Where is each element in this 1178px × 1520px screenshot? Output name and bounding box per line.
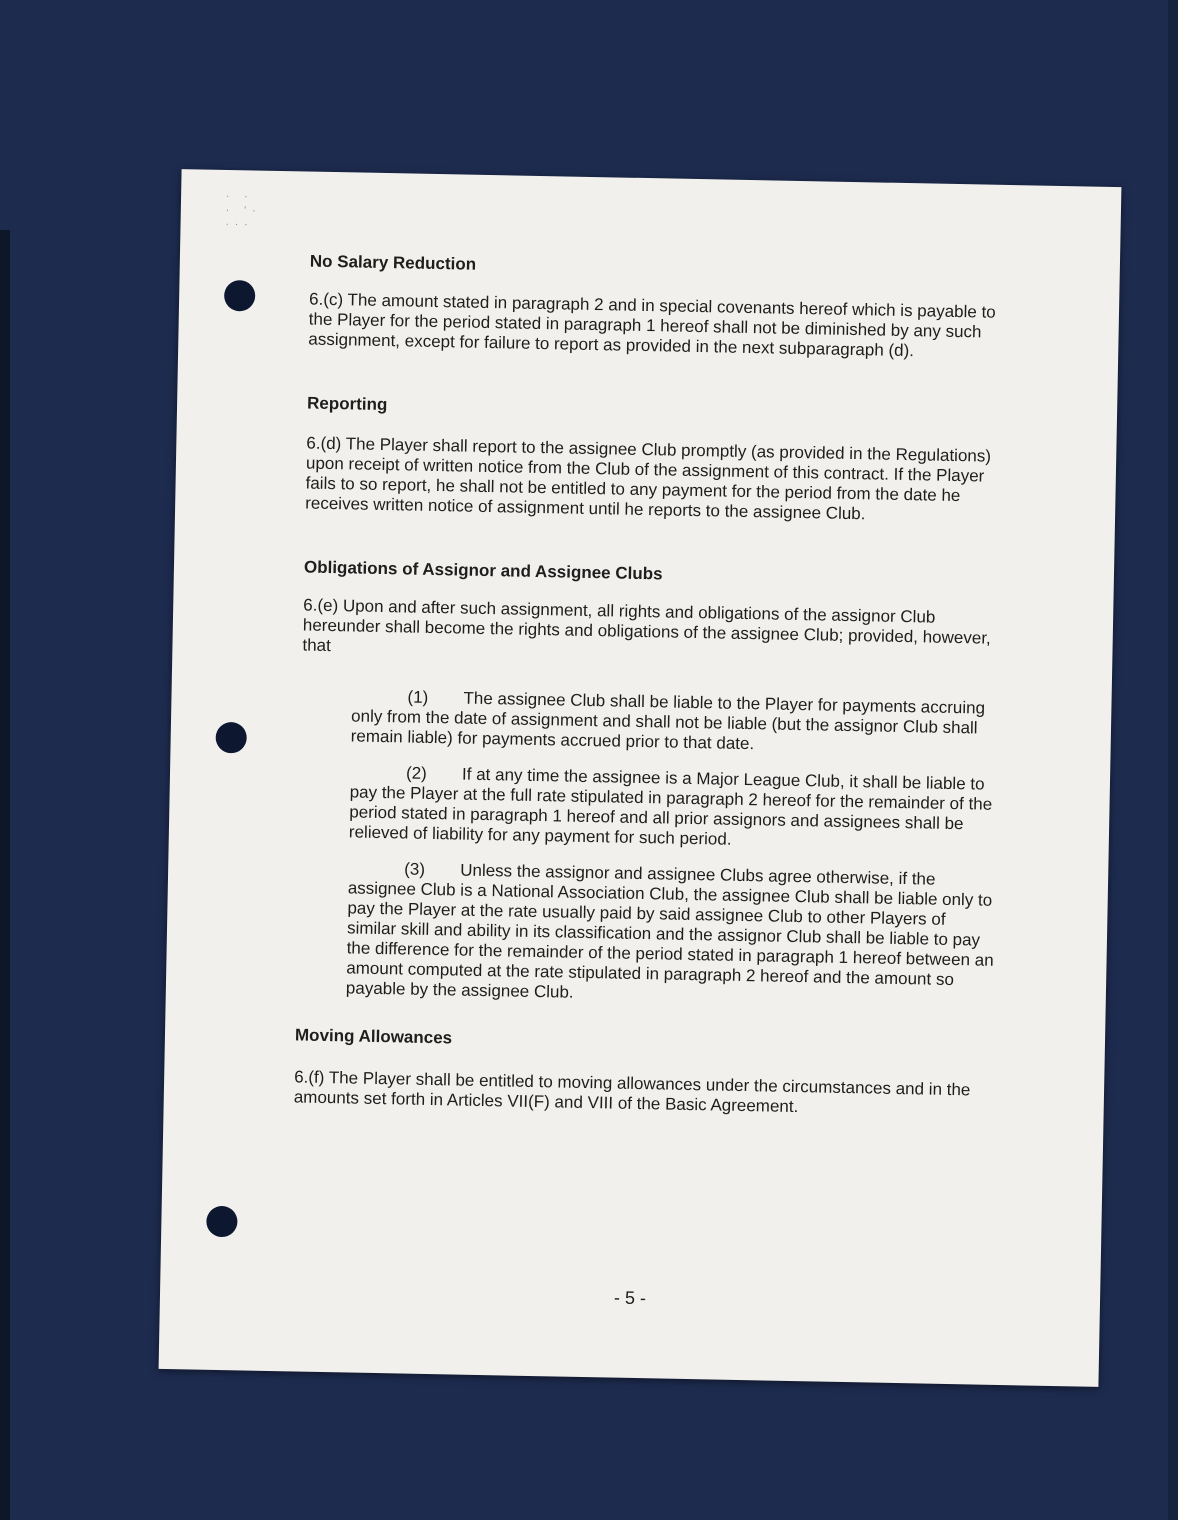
paragraph-6d: 6.(d) The Player shall report to the assignee Club promptly (as provided in the Regulations) upon receipt of written notice from the Club of the assignment of this contract. If the Player fails to so report, he shall not be entitled to any payment for the period from the date he receives written notice of assignment until he reports to the assignee Club. — [305, 433, 992, 524]
heading-no-salary-reduction: No Salary Reduction — [309, 251, 477, 274]
subparagraph-3-text: Unless the assignor and assignee Clubs agree otherwise, if the assignee Club is a National Association Club, the assignee Club shall be liable only to pay the Player at the rate usually paid by said assignee Club to other Players of similar skill and ability in its classification and the assignor Club shall be liable to pay the difference for the remainder of the period stated in paragraph 1 hereof between an amount computed at the rate stipulated in paragraph 2 hereof and the amount so payable by the assignee Club. — [345, 860, 994, 1002]
binder-left-edge — [0, 230, 10, 1520]
paragraph-6f: 6.(f) The Player shall be entitled to moving allowances under the circumstances and in the amounts set forth in Articles VII(F) and VIII of the Basic Agreement. — [293, 1067, 971, 1117]
page-number: - 5 - — [613, 1287, 647, 1309]
paragraph-6c: 6.(c) The amount stated in paragraph 2 and in special covenants hereof which is payable to the Player for the period stated in paragraph 1 hereof shall not be diminished by any such assignment, except for failure to report as provided in the next subparagraph (d). — [308, 289, 996, 361]
paragraph-6e: 6.(e) Upon and after such assignment, all rights and obligations of the assignor Club hereunder shall become the rights and obligations of the assignee Club; provided, however, that — [302, 595, 991, 656]
subparagraph-1-text: The assignee Club shall be liable to the Player for payments accruing only from the date of assignment and shall not be liable (but the assignor Club shall remain liable) for payments accrued prior to that date. — [350, 688, 986, 754]
subparagraph-3 — [346, 858, 999, 1010]
heading-obligations: Obligations of Assignor and Assignee Clubs — [303, 557, 663, 584]
binder-right-edge — [1168, 0, 1178, 1520]
subparagraph-2-text: If at any time the assignee is a Major League Club, it shall be liable to pay the Player at the full rate stipulated in paragraph 2 hereof for the remainder of the period stated in paragraph 1 hereof and all prior assignors and assignees shall be relieved of liability for any payment for such period. — [348, 764, 993, 849]
paper-specks: · · · ’· ··· — [225, 190, 262, 231]
subparagraph-1 — [351, 686, 1002, 758]
subparagraph-1-number: (1) — [407, 687, 429, 707]
punch-hole-top — [224, 280, 256, 312]
punch-hole-middle — [215, 722, 247, 754]
subparagraph-2-number: (2) — [405, 763, 428, 783]
subparagraph-2 — [349, 762, 1000, 854]
subparagraph-3-number: (3) — [404, 859, 426, 879]
heading-moving-allowances: Moving Allowances — [294, 1025, 453, 1048]
contract-page — [159, 169, 1122, 1387]
page-content — [294, 252, 1010, 1121]
heading-reporting: Reporting — [306, 393, 388, 415]
punch-hole-bottom — [206, 1206, 238, 1238]
